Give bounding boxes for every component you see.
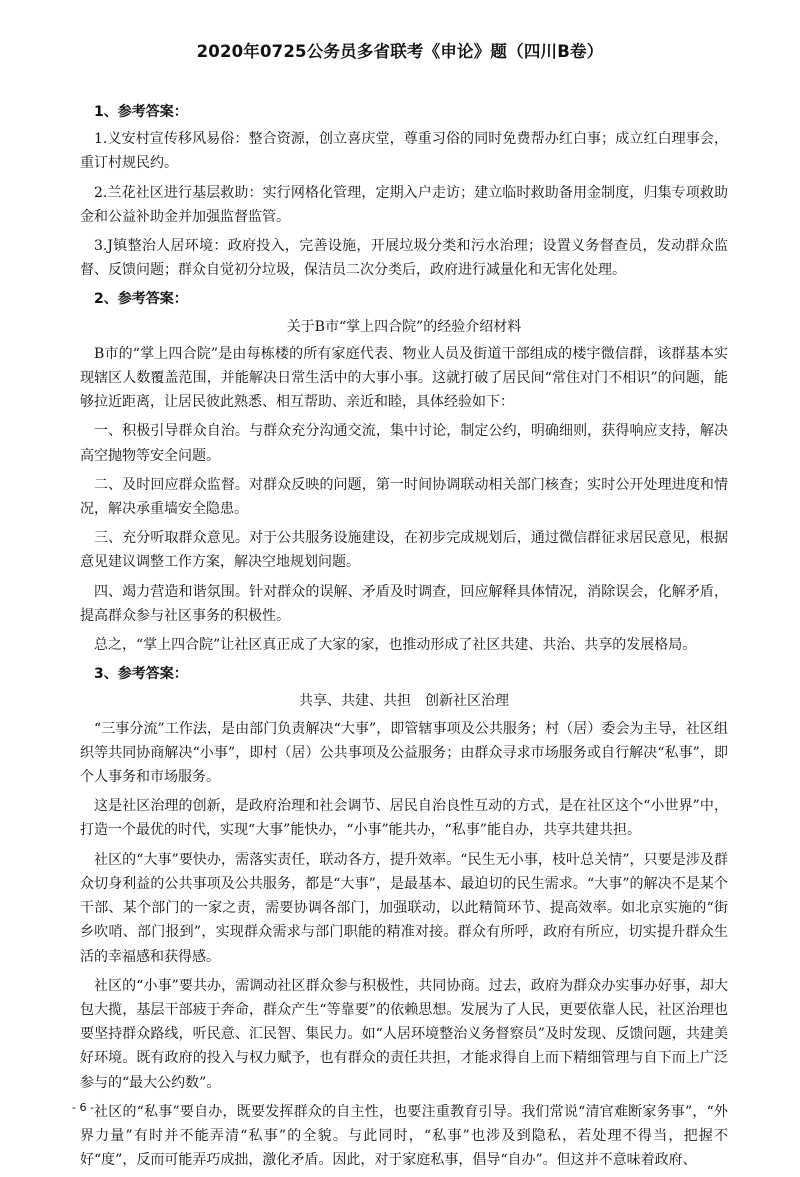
answer-3-paragraph: 这是社区治理的创新，是政府治理和社会调节、居民自治良性互动的方式，是在社区这个“小世界”中，打造一个最优的时代，实现“大事”能快办，“小事”能共办，“私事”能自办，共享共建共担。 <box>80 798 728 839</box>
page-title: 2020年0725公务员多省联考《申论》题（四川B卷） <box>196 42 604 61</box>
document-body <box>80 100 728 1177</box>
answer-2-paragraph: B市的“掌上四合院”是由每栋楼的所有家庭代表、物业人员及街道干部组成的楼宇微信群，该群基本实现辖区人数覆盖范围，并能解决日常生活中的大事小事。这就打破了居民间“常住对门不相识”的问题，能够拉近距离，让居民彼此熟悉、相互帮助、亲近和睦，具体经验如下： <box>80 345 728 411</box>
answer-2-paragraph: 总之，“掌上四合院”让社区真正成了大家的家，也推动形成了社区共建、共治、共享的发展格局。 <box>94 637 697 654</box>
answer-2-paragraph: 一、积极引导群众自治。与群众充分沟通交流，集中讨论，制定公约，明确细则，获得响应支持，解决高空抛物等安全问题。 <box>80 423 728 464</box>
answer-2-heading: 2、参考答案： <box>94 291 188 308</box>
answer-3-subtitle: 共享、共建、共担 创新社区治理 <box>299 693 509 710</box>
answer-3-paragraph: “三事分流”工作法，是由部门负责解决“大事”，即管辖事项及公共服务；村（居）委会为主导，社区组织等共同协商解决“小事”，即村（居）公共事项及公益服务；由群众寻求市场服务或自行解决“私事”，即个人事务和市场服务。 <box>80 720 728 786</box>
answer-2-paragraph: 三、充分听取群众意见。对于公共服务设施建设，在初步完成规划后，通过微信群征求居民意见，根据意见建议调整工作方案，解决空地规划问题。 <box>80 530 728 571</box>
answer-3-paragraph: 社区的“小事”要共办，需调动社区群众参与积极性，共同协商。过去，政府为群众办实事办好事，却大包大揽，基层干部疲于奔命，群众产生“等靠要”的依赖思想。发展为了人民，更要依靠人民，社区治理也要坚持群众路线，听民意、汇民智、集民力。如“人居环境整治义务督察员”及时发现、反馈问题，共建美好环境。既有政府的投入与权力赋予，也有群众的责任共担，才能求得自上而下精细管理与自下而上广泛参与的“最大公约数”。 <box>80 977 728 1091</box>
answer-1-heading: 1、参考答案： <box>94 104 188 120</box>
answer-1-item: 2.兰花社区进行基层救助：实行网格化管理，定期入户走访；建立临时救助备用金制度，归集专项救助金和公益补助金并加强监督监管。 <box>80 184 728 225</box>
answer-2-paragraph: 二、及时回应群众监督。对群众反映的问题，第一时间协调联动相关部门核查；实时公开处理进度和情况，解决承重墙安全隐患。 <box>80 476 728 518</box>
answer-3-heading: 3、参考答案： <box>94 666 188 683</box>
answer-1-item: 1.义安村宣传移风易俗：整合资源，创立喜庆堂，尊重习俗的同时免费帮办红白事；成立红白理事会，重订村规民约。 <box>80 131 728 172</box>
answer-3-paragraph: 社区的“私事”要自办，既要发挥群众的自主性，也要注重教育引导。我们常说“清官难断家务事”，“外界力量”有时并不能弄清“私事”的全貌。与此同时，“私事”也涉及到隐私，若处理不得当，把握不好“度”，反而可能弄巧成拙，激化矛盾。因此，对于家庭私事，倡导“自办”。但这并不意味着政府、 <box>80 1103 728 1169</box>
answer-2-paragraph: 四、竭力营造和谐氛围。针对群众的误解、矛盾及时调查，回应解释具体情况，消除误会，化解矛盾，提高群众参与社区事务的积极性。 <box>80 583 728 624</box>
answer-1-item: 3.J镇整治人居环境：政府投入，完善设施，开展垃圾分类和污水治理；设置义务督查员，发动群众监督、反馈问题；群众自觉初分垃圾，保洁员二次分类后，政府进行减量化和无害化处理。 <box>80 238 728 279</box>
answer-3-paragraph: 社区的“大事”要快办，需落实责任，联动各方，提升效率。“民生无小事，枝叶总关情”，只要是涉及群众切身利益的公共事项及公共服务，都是“大事”，是最基本、最迫切的民生需求。“大事”的解决不是某个干部、某个部门的一家之责，需要协调各部门，加强联动，以此精简环节、提高效率。如北京实施的“街乡吹哨、部门报到”，实现群众需求与部门职能的精准对接。群众有所呼，政府有所应，切实提升群众生活的幸福感和获得感。 <box>80 851 728 965</box>
answer-2-subtitle: 关于B市“掌上四合院”的经验介绍材料 <box>286 318 522 335</box>
page-number: - 6 - <box>72 1101 94 1114</box>
